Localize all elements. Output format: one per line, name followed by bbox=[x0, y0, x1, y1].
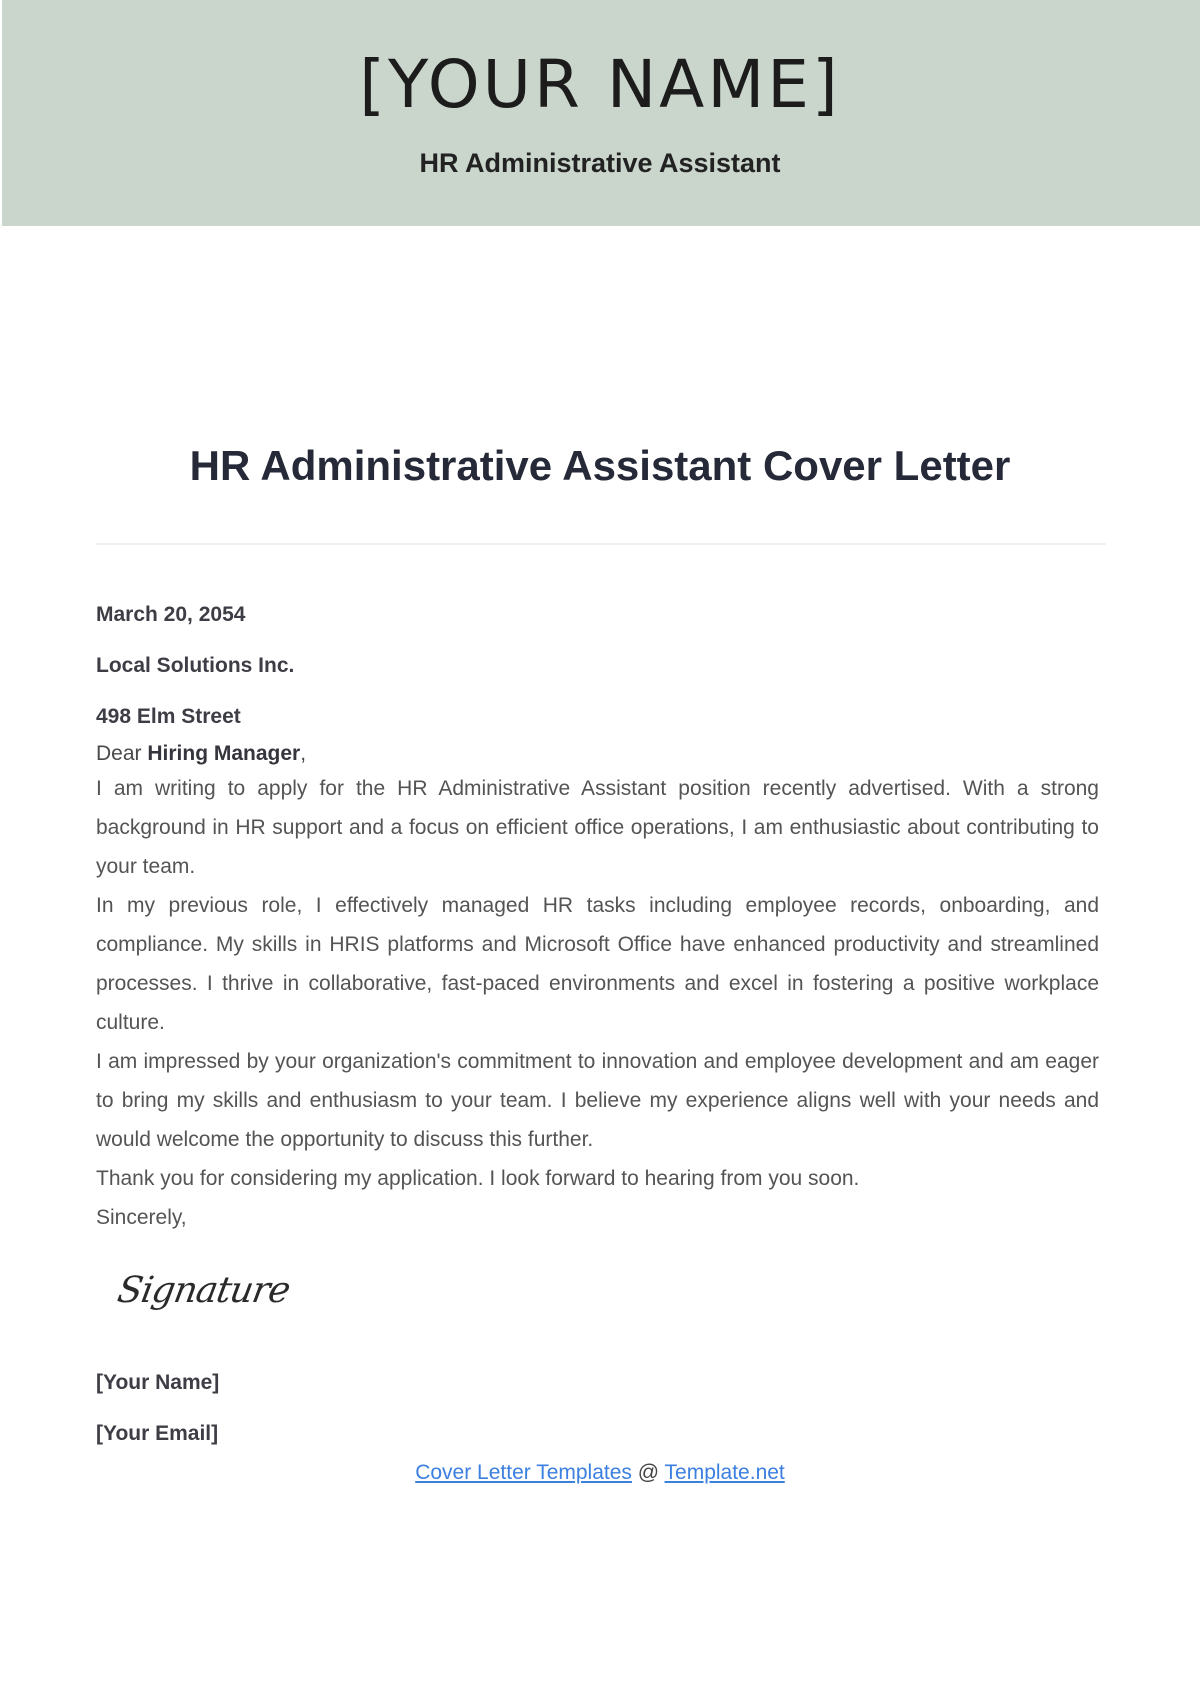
paragraph-motivation: I am impressed by your organization's commitment to innovation and employee development and am eager to bring my skills and enthusiasm to your team. I believe my experience aligns well with your needs and would welcome the opportunity to discuss this further. bbox=[96, 1050, 1099, 1151]
sender-name: [Your Name] bbox=[96, 1371, 220, 1394]
paragraph-thanks: Thank you for considering my application. I look forward to hearing from you soon. bbox=[96, 1167, 860, 1190]
greeting-prefix: Dear bbox=[96, 742, 148, 765]
footer-separator: @ bbox=[631, 1461, 665, 1484]
template-net-link[interactable]: Template.net bbox=[664, 1461, 785, 1484]
recipient-company: Local Solutions Inc. bbox=[96, 654, 295, 677]
paragraph-experience: In my previous role, I effectively managed HR tasks including employee records, onboarding, and compliance. My skills in HRIS platforms and Microsoft Office have enhanced productivity and streamlined processes. I thrive in collaborative, fast-paced environments and excel in fostering a positive workplace culture. bbox=[96, 894, 1099, 1034]
greeting-suffix: , bbox=[300, 742, 307, 765]
recipient-street: 498 Elm Street bbox=[96, 705, 241, 728]
letter-date: March 20, 2054 bbox=[96, 603, 246, 626]
page-title: HR Administrative Assistant Cover Letter bbox=[189, 442, 1011, 489]
paragraph-intro: I am writing to apply for the HR Administrative Assistant position recently advertised. With a strong background in HR support and a focus on efficient office operations, I am enthusiastic about contributing to your team. bbox=[96, 777, 1099, 878]
header-name: [YOUR NAME] bbox=[359, 46, 841, 123]
greeting-name: Hiring Manager bbox=[147, 742, 301, 765]
header-role: HR Administrative Assistant bbox=[419, 148, 781, 178]
signature: Signature bbox=[114, 1270, 293, 1311]
letter-body bbox=[96, 600, 1099, 1237]
footer-links bbox=[0, 1461, 1200, 1485]
cover-letter-templates-link[interactable]: Cover Letter Templates bbox=[415, 1461, 632, 1484]
closing: Sincerely, bbox=[96, 1206, 187, 1229]
greeting bbox=[96, 739, 1099, 769]
divider bbox=[96, 543, 1106, 545]
sender-email: [Your Email] bbox=[96, 1422, 219, 1445]
